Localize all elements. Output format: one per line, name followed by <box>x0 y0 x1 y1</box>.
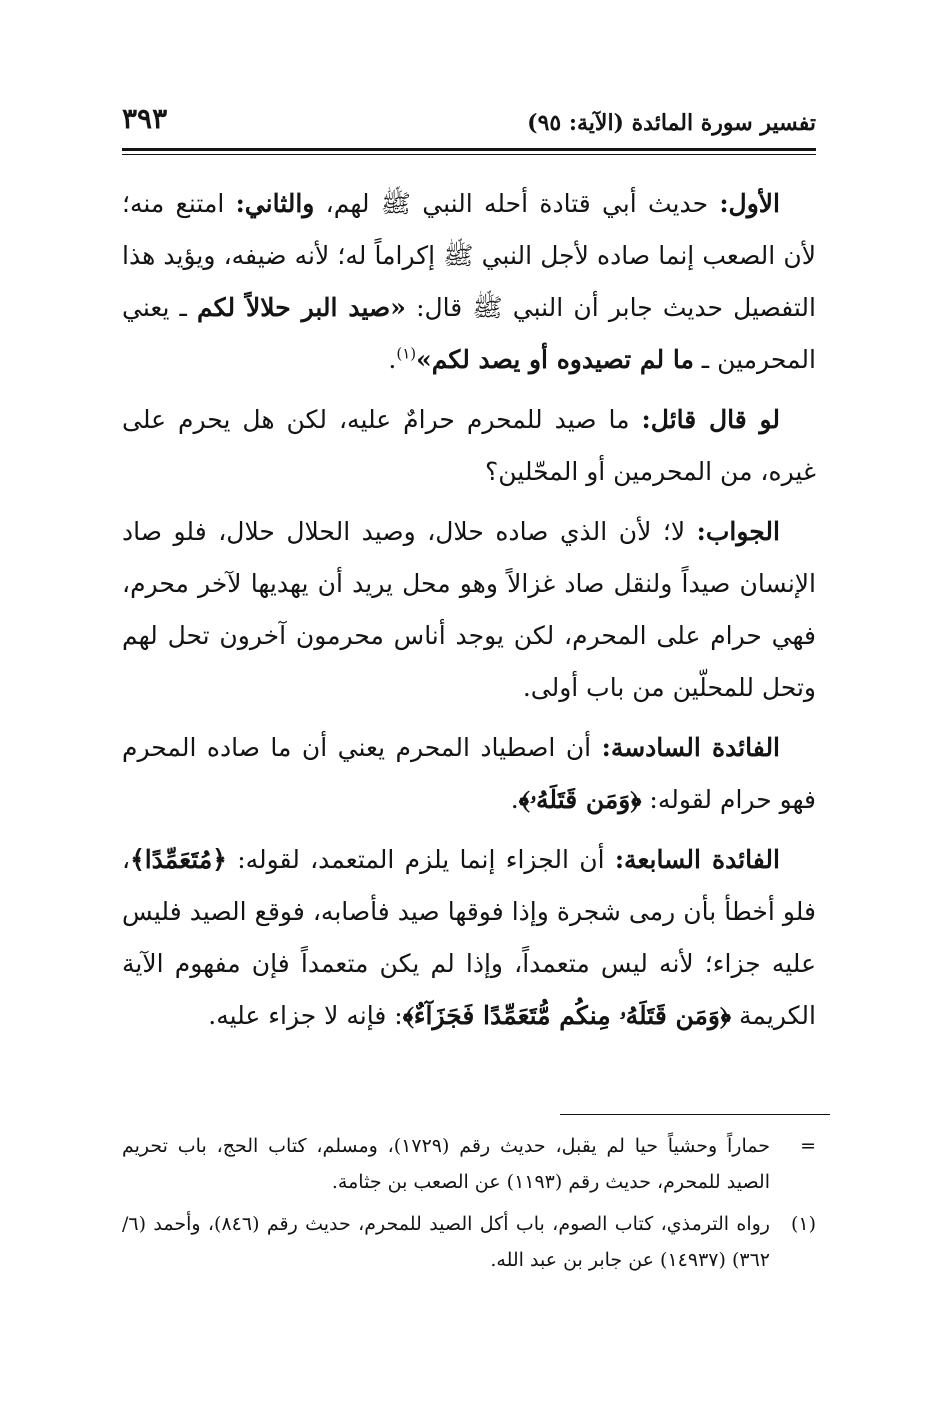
footnote-reference: (١) <box>396 344 417 363</box>
quran-quote: ﴿وَمَن قَتَلَهُۥ﴾ <box>518 785 642 814</box>
paragraph-answer <box>122 506 816 714</box>
header-rule-thin <box>122 154 816 155</box>
footnote-marker: (١) <box>790 1213 816 1235</box>
footnote-marker: = <box>800 1135 816 1157</box>
paragraph-text: أن اصطياد المحرم يعني أن ما صاده المحرم فهو حرام لقوله: <box>122 733 816 814</box>
paragraph-text: أن الجزاء إنما يلزم المتعمد، لقوله: <box>226 845 615 874</box>
paragraph-text: . <box>388 345 397 374</box>
paragraph-text: . <box>510 785 519 814</box>
header-rule-thick <box>122 148 816 151</box>
page-number: ٣٩٣ <box>122 102 168 135</box>
footnotes <box>122 1128 816 1284</box>
footnote-continued <box>122 1128 816 1200</box>
paragraph-text: : فإنه لا جزاء عليه. <box>208 1001 403 1030</box>
page-header <box>122 102 816 148</box>
paragraph-first-second <box>122 178 816 386</box>
paragraph-text: حديث أبي قتادة أحله النبي ﷺ لهم، <box>314 189 720 218</box>
paragraph-lead: الجواب: <box>696 517 780 546</box>
paragraph-question <box>122 394 816 498</box>
quran-quote: ﴿وَمَن قَتَلَهُۥ مِنكُم مُّتَعَمِّدًا فَجَزَآءٌ﴾ <box>402 1001 732 1030</box>
running-title: تفسير سورة المائدة (الآية: ٩٥) <box>527 110 816 136</box>
paragraph-lead: الفائدة السادسة: <box>601 733 781 762</box>
paragraph-lead: والثاني: <box>235 189 315 218</box>
paragraph-lead: الفائدة السابعة: <box>614 845 780 874</box>
paragraph-text: ـ يعني المحرمين ـ <box>122 293 816 374</box>
paragraph-text: امتنع منه؛ لأن الصعب إنما صاده لأجل النبي ﷺ إكراماً له؛ لأنه ضيفه، ويؤيد هذا التفصيل حديث جابر أن النبي ﷺ قال: <box>122 189 816 322</box>
hadith-quote: «صيد البر حلالاً لكم <box>197 293 406 322</box>
paragraph-text: لا؛ لأن الذي صاده حلال، وصيد الحلال حلال، فلو صاد الإنسان صيداً ولنقل صاد غزالاً وهو محل يريد أن يهديها لآخر محرم، فهي حرام على المحرم، لكن يوجد أناس محرمون آخرون تحل لهم وتحل للمحلّين من باب أولى. <box>122 517 816 702</box>
hadith-quote: ما لم تصيدوه أو يصد لكم» <box>416 345 694 374</box>
paragraph-text: ما صيد للمحرم حرامٌ عليه، لكن هل يحرم على غيره، من المحرمين أو المحّلين؟ <box>122 405 816 486</box>
footnote-text: رواه الترمذي، كتاب الصوم، باب أكل الصيد للمحرم، حديث رقم (٨٤٦)، وأحمد (٦/ ٣٦٢) (١٤٩٣٧) عن جابر بن عبد الله. <box>122 1213 770 1271</box>
paragraph-text: ، فلو أخطأ بأن رمى شجرة وإذا فوقها صيد فأصابه، فوقع الصيد فليس عليه جزاء؛ لأنه ليس متعمداً، وإذا لم يكن متعمداً فإن مفهوم الآية الكريمة <box>122 845 816 1030</box>
footnote-text: حماراً وحشياً حيا لم يقبل، حديث رقم (١٧٢٩)، ومسلم، كتاب الحج، باب تحريم الصيد للمحرم، حديث رقم (١١٩٣) عن الصعب بن جثامة. <box>122 1135 770 1193</box>
paragraph-lead: الأول: <box>719 189 780 218</box>
paragraph-lead: لو قال قائل: <box>641 405 780 434</box>
footnote-separator <box>560 1114 830 1115</box>
paragraph-benefit-seven <box>122 834 816 1042</box>
body-text <box>122 178 816 1050</box>
quran-quote: ﴿مُتَعَمِّدًا﴾ <box>130 845 227 874</box>
paragraph-benefit-six <box>122 722 816 826</box>
footnote-1 <box>122 1206 816 1278</box>
